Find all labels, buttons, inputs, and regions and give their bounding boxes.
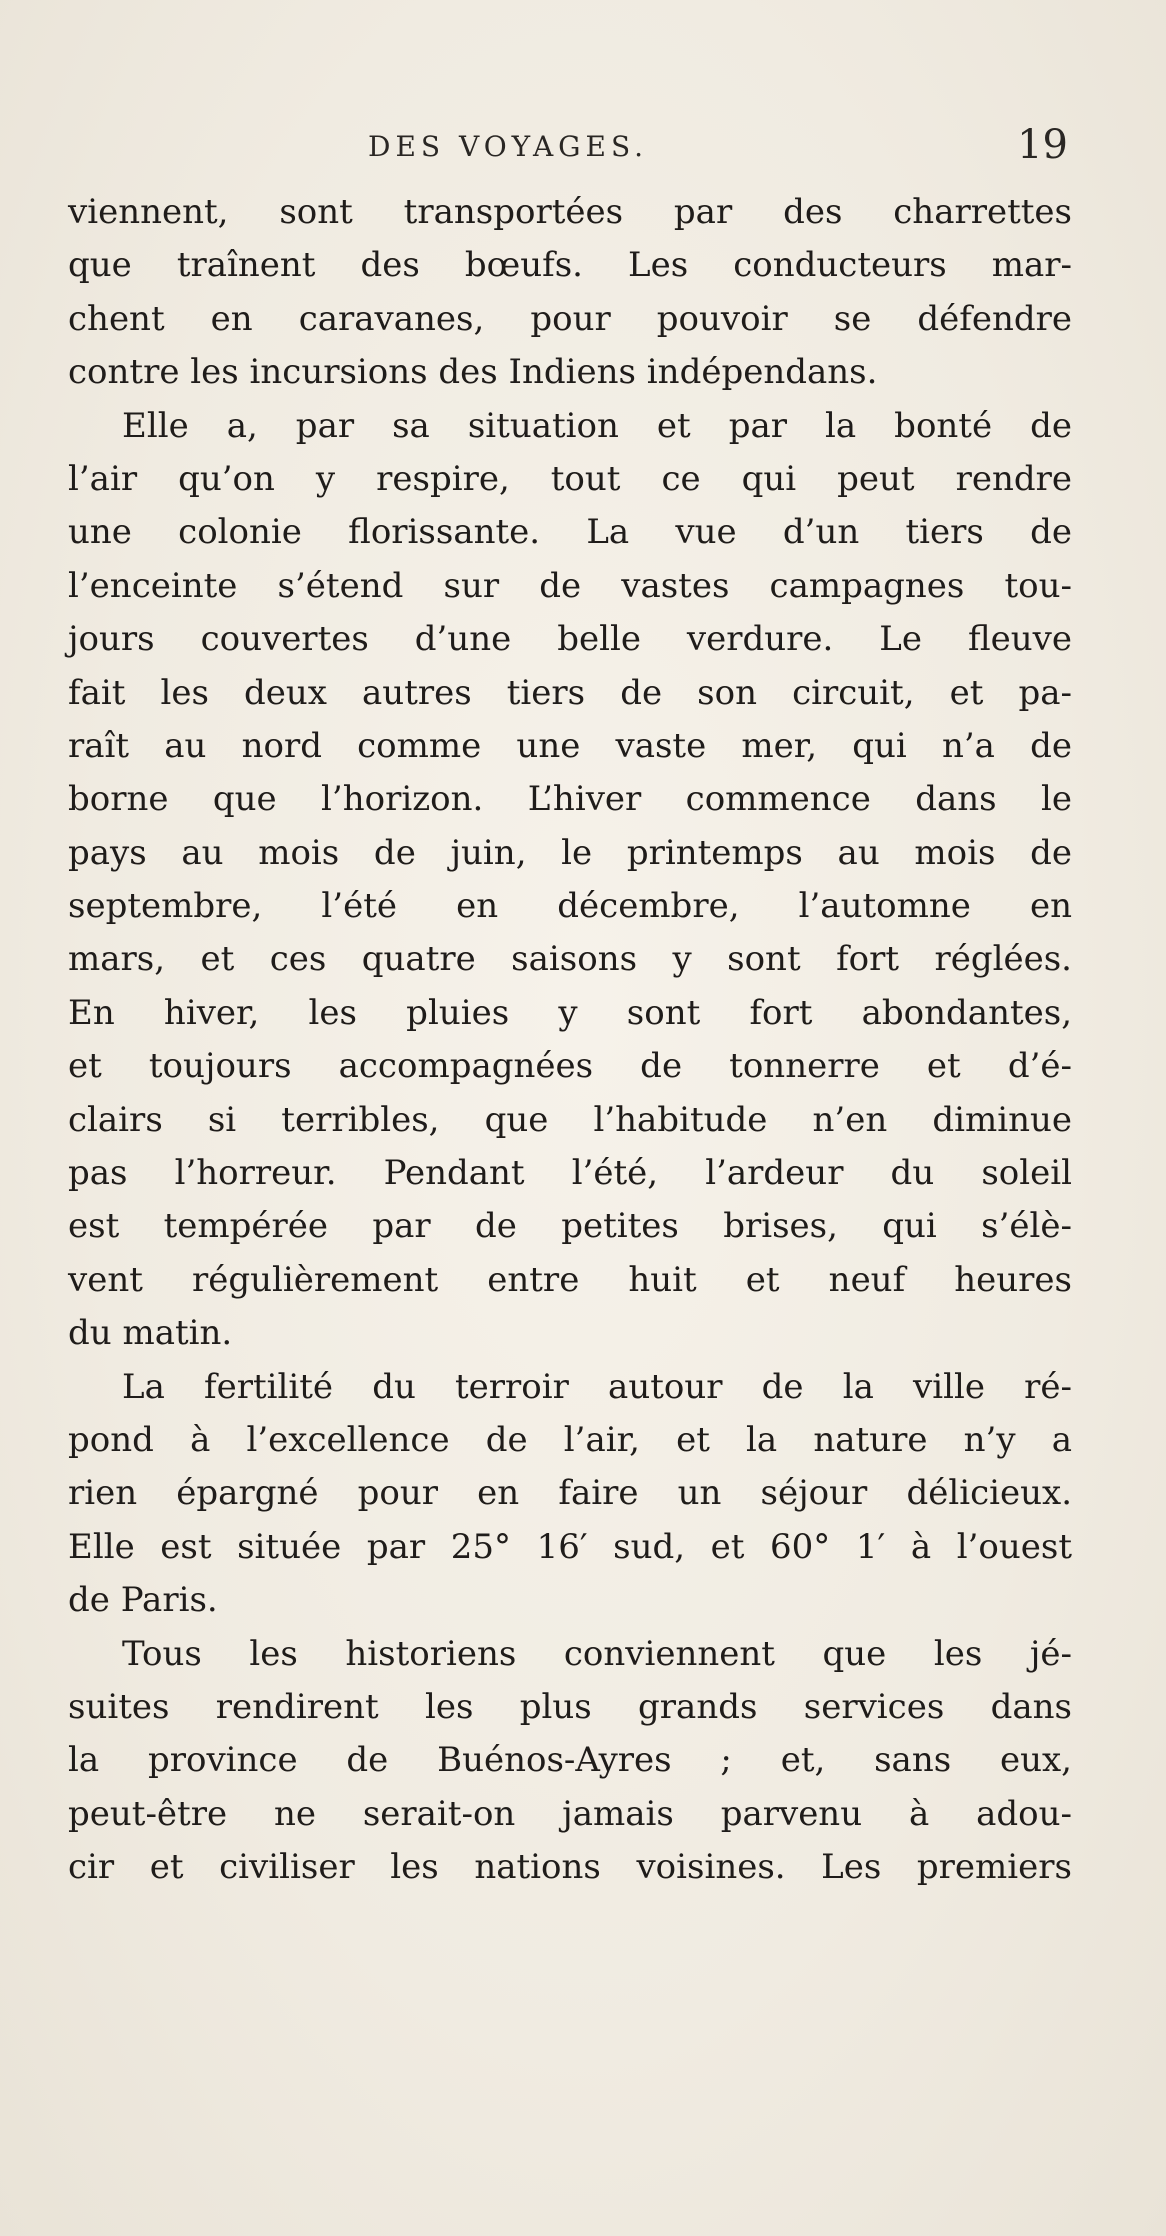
text-line: viennent, sont transportées par des charrettes [68, 192, 1072, 232]
text-line: pas l’horreur. Pendant l’été, l’ardeur du soleil [68, 1153, 1072, 1194]
text-line: La fertilité du terroir autour de la ville ré- [122, 1366, 1072, 1407]
text-line: Elle est située par 25° 16′ sud, et 60° 1′ à l’ouest [68, 1526, 1072, 1567]
text-line: Tous les historiens conviennent que les jé- [122, 1633, 1072, 1674]
text-line: cir et civiliser les nations voisines. Les premiers [68, 1847, 1072, 1888]
text-line: jours couvertes d’une belle verdure. Le fleuve [68, 619, 1072, 660]
text-line: suites rendirent les plus grands services dans [68, 1686, 1072, 1727]
text-line: l’enceinte s’étend sur de vastes campagnes tou- [68, 565, 1072, 606]
text-line: peut-être ne serait-on jamais parvenu à adou- [68, 1793, 1072, 1834]
page-number: 19 [1017, 122, 1068, 168]
text-line: raît au nord comme une vaste mer, qui n’a de [68, 725, 1072, 766]
text-line: contre les incursions des Indiens indépendans. [68, 352, 878, 393]
text-line: pond à l’excellence de l’air, et la nature n’y a [68, 1419, 1072, 1460]
text-line: et toujours accompagnées de tonnerre et d’é- [68, 1046, 1072, 1087]
text-line: la province de Buénos-Ayres ; et, sans eux, [68, 1740, 1072, 1781]
text-line: clairs si terribles, que l’habitude n’en diminue [68, 1099, 1072, 1140]
text-line: En hiver, les pluies y sont fort abondantes, [68, 992, 1072, 1033]
text-line: une colonie florissante. La vue d’un tiers de [68, 512, 1072, 553]
text-line: vent régulièrement entre huit et neuf heures [68, 1259, 1072, 1300]
body-text [68, 186, 1072, 1895]
text-line: que traînent des bœufs. Les conducteurs mar- [68, 245, 1072, 286]
running-title: DES VOYAGES. [368, 130, 649, 163]
text-line: mars, et ces quatre saisons y sont fort réglées. [68, 939, 1072, 980]
text-line: borne que l’horizon. L’hiver commence dans le [68, 779, 1072, 820]
text-line: Elle a, par sa situation et par la bonté de [122, 405, 1072, 446]
page-header [68, 118, 1068, 178]
text-line: fait les deux autres tiers de son circuit, et pa- [68, 672, 1072, 713]
text-line: pays au mois de juin, le printemps au mois de [68, 832, 1072, 873]
text-line: de Paris. [68, 1580, 218, 1621]
text-line: est tempérée par de petites brises, qui s’élè- [68, 1206, 1072, 1247]
text-line: rien épargné pour en faire un séjour délicieux. [68, 1473, 1072, 1514]
text-line: l’air qu’on y respire, tout ce qui peut rendre [68, 458, 1072, 499]
text-line: chent en caravanes, pour pouvoir se défendre [68, 298, 1072, 339]
text-line: du matin. [68, 1313, 233, 1354]
text-line: septembre, l’été en décembre, l’automne en [68, 886, 1072, 927]
